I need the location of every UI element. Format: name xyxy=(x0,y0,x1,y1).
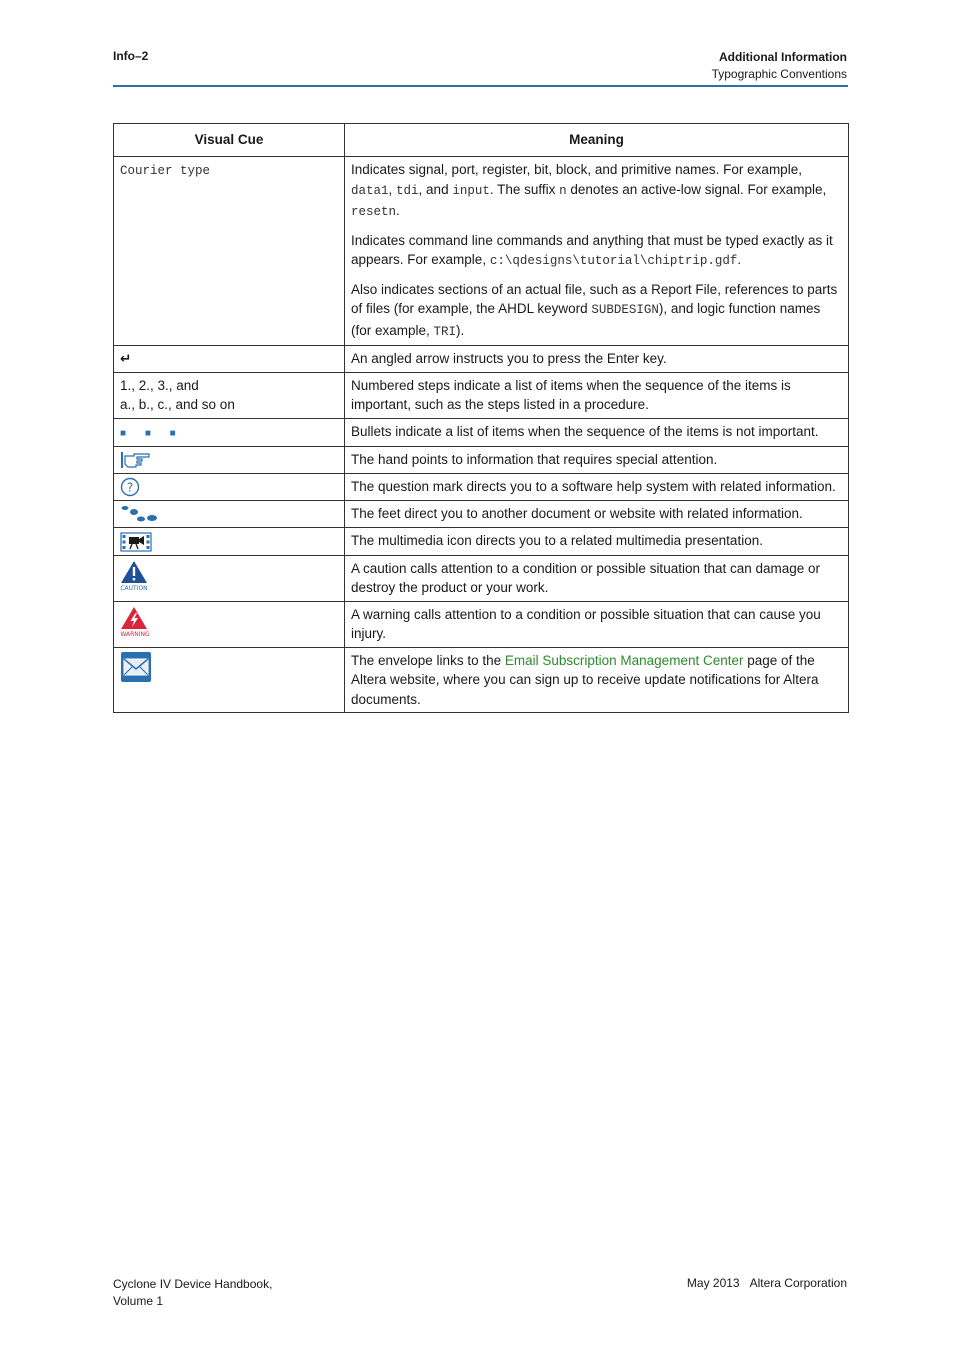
visual-cue-header: Visual Cue xyxy=(114,124,345,157)
conventions-table xyxy=(113,123,849,713)
enter-meaning: An angled arrow instructs you to press the Enter key. xyxy=(345,346,849,373)
caution-meaning: A caution calls attention to a condition or possible situation that can damage or destroy the product or your work. xyxy=(345,555,849,601)
bullets-cue xyxy=(114,418,345,447)
courier-meaning xyxy=(345,157,849,346)
bullets-meaning: Bullets indicate a list of items when the sequence of the items is not important. xyxy=(345,418,849,447)
hand-meaning: The hand points to information that requires special attention. xyxy=(345,447,849,474)
courier-cue: Courier type xyxy=(114,157,345,346)
warning-icon xyxy=(120,605,156,639)
table-row-feet xyxy=(114,500,849,527)
multimedia-cue xyxy=(114,528,345,555)
feet-cue xyxy=(114,500,345,527)
enter-arrow-icon: ↵ xyxy=(114,346,345,373)
section-title: Additional Information xyxy=(719,50,847,64)
question-cue xyxy=(114,473,345,500)
footer-company: Altera Corporation xyxy=(749,1276,847,1290)
hand-icon xyxy=(120,451,152,469)
table-row-hand xyxy=(114,447,849,474)
multimedia-icon xyxy=(120,532,152,552)
table-row-enter xyxy=(114,346,849,373)
table-row-bullets xyxy=(114,418,849,447)
svg-text:?: ? xyxy=(126,480,134,495)
courier-paragraph-3: Also indicates sections of an actual file, such as a Report File, references to parts of files (for example, the AHDL keyword SUBDESIGN), and logic function names (for example, TRI). xyxy=(351,281,838,339)
caution-cue xyxy=(114,555,345,601)
caution-icon-label: CAUTION xyxy=(120,584,148,592)
subsection-title: Typographic Conventions xyxy=(711,67,847,81)
table-row-courier xyxy=(114,157,849,346)
table-row-envelope xyxy=(114,647,849,713)
numbered-cue: 1., 2., 3., and a., b., c., and so on xyxy=(114,372,345,418)
feet-meaning: The feet direct you to another document or website with related information. xyxy=(345,500,849,527)
warning-meaning: A warning calls attention to a condition or possible situation that can cause you injury. xyxy=(345,601,849,647)
email-subscription-link[interactable]: Email Subscription Management Center xyxy=(504,652,744,668)
warning-cue xyxy=(114,601,345,647)
header-rule xyxy=(113,85,848,87)
bullets-icon: ■ ■ ■ xyxy=(120,427,184,439)
numbered-meaning: Numbered steps indicate a list of items when the sequence of the items is important, such as the steps listed in a procedure. xyxy=(345,372,849,418)
feet-icon xyxy=(120,504,158,524)
caution-icon xyxy=(120,559,154,593)
page-label: Info–2 xyxy=(113,49,149,63)
table-row-caution xyxy=(114,555,849,601)
footer-book: Cyclone IV Device Handbook, Volume 1 xyxy=(113,1277,273,1308)
footer-date: May 2013 xyxy=(686,1276,740,1290)
courier-paragraph-2: Indicates command line commands and anything that must be typed exactly as it appears. For example, c:\qdesigns\tutorial\chiptrip.gdf. xyxy=(351,232,833,268)
table-row-question xyxy=(114,473,849,500)
multimedia-meaning: The multimedia icon directs you to a related multimedia presentation. xyxy=(345,528,849,555)
table-row-multimedia xyxy=(114,528,849,555)
envelope-icon[interactable] xyxy=(120,651,152,683)
warning-icon-label: WARNING xyxy=(120,630,150,638)
question-icon xyxy=(120,477,140,497)
hand-cue xyxy=(114,447,345,474)
running-header xyxy=(712,49,847,83)
table-header-row xyxy=(114,124,849,157)
envelope-cue xyxy=(114,647,345,713)
meaning-header: Meaning xyxy=(345,124,849,157)
footer-right xyxy=(677,1276,847,1290)
table-row-numbered xyxy=(114,372,849,418)
table-row-warning xyxy=(114,601,849,647)
question-meaning: The question mark directs you to a software help system with related information. xyxy=(345,473,849,500)
envelope-meaning: The envelope links to the Email Subscription Management Center page of the Altera website, where you can sign up to receive update notifications for Altera documents. xyxy=(345,647,849,713)
courier-paragraph-1: Indicates signal, port, register, bit, block, and primitive names. For example, data1, tdi, and input. The suffix n denotes an active-low signal. For example, resetn. xyxy=(351,162,827,219)
